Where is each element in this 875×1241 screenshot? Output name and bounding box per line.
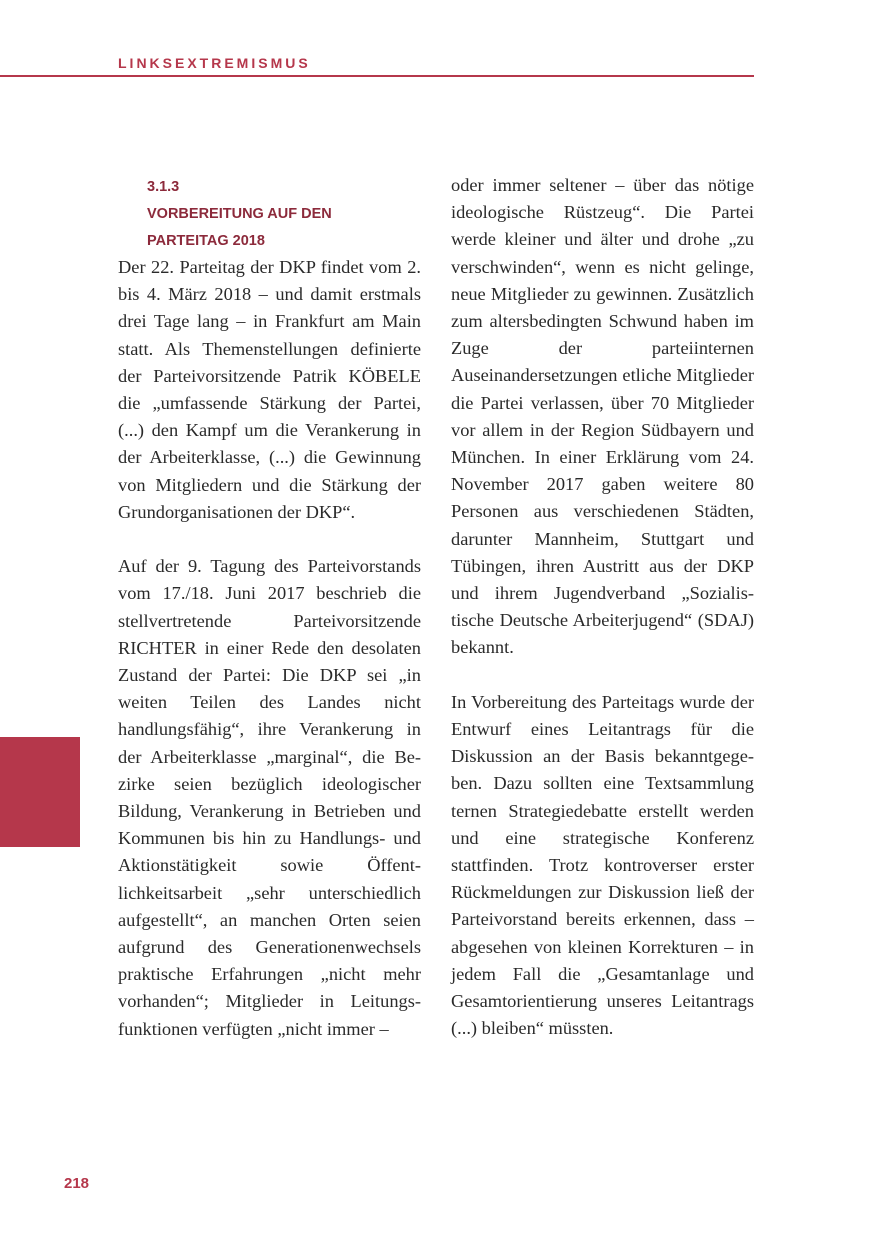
page-number: 218 [64, 1175, 90, 1192]
right-paragraph-2: In Vorbereitung des Parteitags wurde der Entwurf eines Leitantrags für die Diskussion an der Basis bekanntgegeben. Dazu sollten eine Textsammlung ternen Strategiedebatte erstellt werden und eine strategische Konferenz stattfinden. Trotz kontroverser erster Rückmeldungen zur Diskussion ließ der Parteivorstand bereits erkennen, dass – abgesehen von kleinen Korrekturen – in jedem Fall die „Gesamtanlage und Gesamtorientierung unseres Leitantrags (...) bleiben“ müssten. [451, 691, 754, 1039]
chapter-side-tab [0, 737, 80, 847]
section-title-line-2: PARTEITAG 2018 [147, 233, 265, 249]
section-title-line-1: VORBEREITUNG AUF DEN [147, 206, 332, 222]
running-header-title: LINKSEXTREMISMUS [118, 55, 311, 71]
section-number: 3.1.3 [147, 179, 180, 195]
header-rule [0, 75, 754, 77]
left-paragraph-2: Auf der 9. Tagung des Parteivorstands vom 17./18. Juni 2017 beschrieb die stellvertretende Parteivorsitzende RICHTER in einer Rede den desolaten Zustand der Partei: Die DKP sei „in weiten Teilen des Landes nicht handlungsfähig“, ihre Verankerung in der Arbeiterklasse „marginal“, die Bezirke seien bezüglich ideologischer Bildung, Verankerung in Betrieben und Kommunen bis hin zu Handlungs- und Aktionstätigkeit sowie Öffentlichkeitsarbeit „sehr unterschiedlich aufgestellt“, an manchen Orten seien aufgrund des Generationenwechsels praktische Erfahrungen „nicht mehr vorhanden“; Mitglieder in Leitungsfunktionen verfügten „nicht immer – [118, 556, 421, 1039]
left-paragraph-1: Der 22. Parteitag der DKP findet vom 2. bis 4. März 2018 – und damit erstmals drei Tage lang – in Frankfurt am Main statt. Als Themenstellungen definierte der Parteivorsitzende Patrik KÖBELE die „umfassende Stärkung der Partei, (...) den Kampf um die Verankerung in der Arbeiterklasse, (...) die Gewinnung von Mitgliedern und die Stärkung der Grundorganisationen der DKP“. [118, 257, 421, 522]
left-text-column [118, 254, 421, 1043]
right-paragraph-1: oder immer seltener – über das nötige ideologische Rüstzeug“. Die Partei werde kleiner und älter und drohe „zu verschwinden“, wenn es nicht gelinge, neue Mitglieder zu gewinnen. Zusätzlich zum altersbedingten Schwund haben im Zuge der parteiinternen Auseinandersetzungen etliche Mitglieder die Partei verlassen, über 70 Mitglieder vor allem in der Region Südbayern und München. In einer Erklärung vom 24. November 2017 gaben weitere 80 Personen aus verschiedenen Städten, darunter Mannheim, Stuttgart und Tübingen, ihren Austritt aus der DKP und ihrem Jugendverband „Sozialistische Deutsche Arbeiterjugend“ (SDAJ) bekannt. [451, 175, 754, 658]
right-text-column [451, 172, 754, 1042]
section-heading [147, 174, 407, 255]
